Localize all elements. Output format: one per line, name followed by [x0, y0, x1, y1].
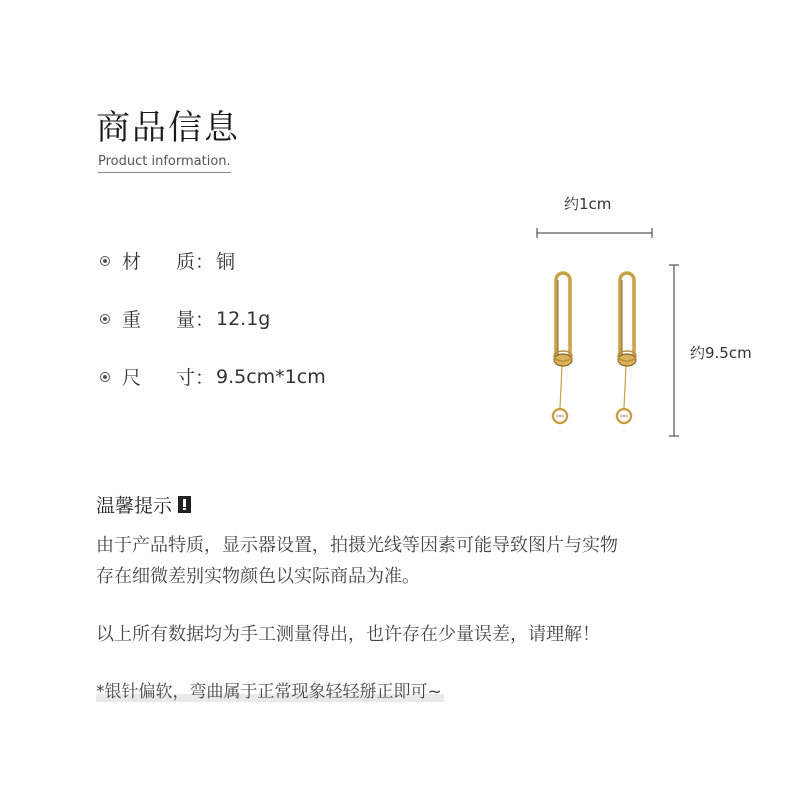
spec-label [122, 305, 214, 332]
spec-row-material [100, 247, 235, 274]
page-subtitle: Product information. [98, 154, 231, 173]
spec-value-size: 9.5cm*1cm [216, 365, 326, 388]
tips-note: *银针偏软，弯曲属于正常现象轻轻掰正即可~ [96, 682, 442, 702]
spec-label [122, 363, 214, 390]
spec-value-weight: 12.1g [216, 307, 271, 330]
spec-label-char: 材 [122, 251, 142, 273]
height-dimension-label: 约9.5cm [690, 344, 752, 362]
spec-label-char: 寸： [175, 367, 214, 389]
height-dimension-line [669, 265, 679, 436]
bullet-icon [100, 256, 110, 266]
earring-left-icon [553, 273, 572, 423]
spec-row-size [100, 363, 326, 390]
product-illustration [520, 220, 700, 450]
spec-label-char: 重 [122, 309, 142, 331]
width-dimension-label: 约1cm [564, 195, 612, 213]
tips-line: 存在细微差别实物颜色以实际商品为准。 [96, 566, 420, 587]
tips-paragraph-2: 以上所有数据均为手工测量得出，也许存在少量误差，请理解！ [96, 624, 600, 645]
spec-value-material: 铜 [216, 251, 236, 273]
exclamation-icon [178, 496, 191, 513]
tips-paragraph-1 [96, 530, 618, 592]
tips-title [96, 491, 191, 518]
spec-label [122, 247, 214, 274]
tips-title-text: 温馨提示 [96, 495, 173, 517]
spec-row-weight [100, 305, 270, 332]
spec-label-char: 尺 [122, 367, 142, 389]
bullet-icon [100, 314, 110, 324]
bullet-icon [100, 372, 110, 382]
spec-label-char: 量： [175, 309, 214, 331]
width-dimension-line [537, 228, 652, 238]
earring-right-icon [617, 273, 636, 423]
spec-label-char: 质： [175, 251, 214, 273]
tips-line: 由于产品特质，显示器设置，拍摄光线等因素可能导致图片与实物 [96, 535, 618, 556]
page-title: 商品信息 [96, 108, 240, 148]
